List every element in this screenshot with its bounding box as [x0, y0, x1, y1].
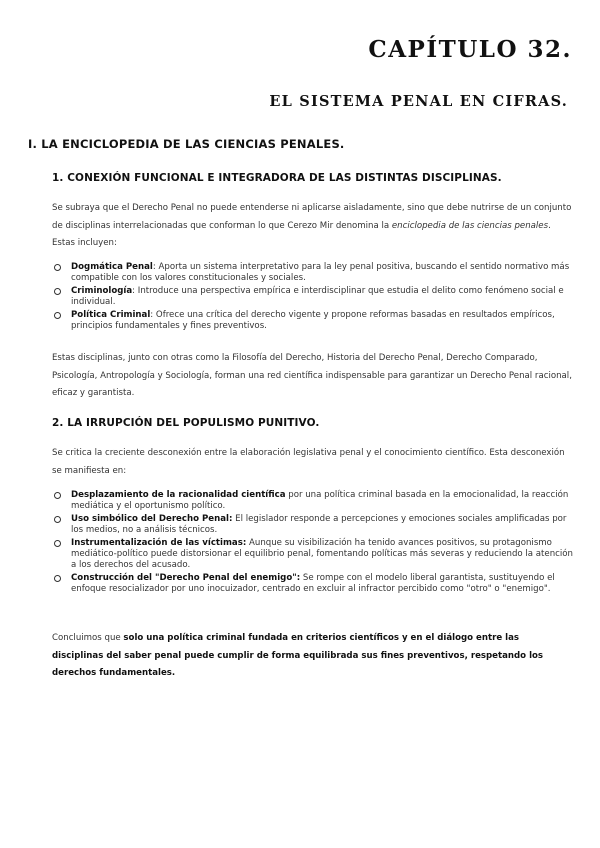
conclusion-bold: solo una política criminal fundada en criterios científicos y en el diálogo entre las disciplinas del saber penal puede cumplir de forma equilibrada sus fines preventivos, respetando los derechos fundamentales.: [52, 633, 544, 678]
list-item: [52, 310, 574, 332]
chapter-title: CAPÍTULO 32.: [368, 36, 572, 63]
list-item-term: Criminología: [71, 286, 133, 296]
bullet-icon: [54, 264, 61, 271]
bullet-icon: [54, 288, 61, 295]
list-item-text: : Introduce una perspectiva empírica e interdisciplinar que estudia el delito como fenómeno social e individual.: [71, 286, 564, 307]
populism-intro-paragraph: Se critica la creciente desconexión entre la elaboración legislativa penal y el conocimiento científico. Esta desconexión se manifiesta en:: [52, 448, 565, 476]
list-item-text: El legislador responde a percepciones y emociones sociales amplificadas por los medios, no a análisis técnicos.: [71, 514, 567, 535]
list-item-term: Desplazamiento de la racionalidad científica: [71, 490, 286, 500]
list-item-term: Uso simbólico del Derecho Penal:: [71, 514, 233, 524]
list-item-term: Construcción del "Derecho Penal del enemigo":: [71, 573, 301, 583]
list-item: [52, 490, 574, 512]
conclusion-paragraph: [52, 630, 572, 683]
heading-enciclopedia: I. LA ENCICLOPEDIA DE LAS CIENCIAS PENALES.: [28, 137, 345, 151]
conclusion-start: Concluimos que: [52, 633, 124, 643]
intro-italic: enciclopedia de las ciencias penales: [391, 220, 549, 231]
intro-end: . Estas incluyen:: [52, 220, 551, 248]
list-item-text: Aunque su visibilización ha tenido avances positivos, su protagonismo mediático-político puede distorsionar el equilibrio penal, fomentando políticas más severas y reduciendo la atención a los derechos del acusado.: [71, 538, 573, 570]
list-item: [52, 514, 574, 536]
list-item: [52, 538, 574, 571]
list-item-text: por una política criminal basada en la emocionalidad, la reacción mediática y el oportunismo político.: [71, 490, 569, 511]
intro-paragraph: [52, 200, 572, 253]
bullet-icon: [54, 492, 61, 499]
list-item-term: Política Criminal: [71, 310, 151, 320]
bullet-icon: [54, 575, 61, 582]
bullet-icon: [54, 312, 61, 319]
populism-list: [52, 490, 574, 597]
list-item-text: : Ofrece una crítica del derecho vigente y propone reformas basadas en resultados empíricos, principios fundamentales y fines preventivos.: [71, 310, 555, 331]
intro-text: Se subraya que el Derecho Penal no puede entenderse ni aplicarse aisladamente, sino que debe nutrirse de un conjunto de disciplinas interrelacionadas que conforman lo que Cerezo Mir denomina la: [52, 203, 572, 231]
subheading-conexion: 1. CONEXIÓN FUNCIONAL E INTEGRADORA DE LAS DISTINTAS DISCIPLINAS.: [52, 172, 502, 184]
list-item-text: : Aporta un sistema interpretativo para la ley penal positiva, buscando el sentido normativo más compatible con los valores constitucionales y sociales.: [71, 262, 570, 283]
list-item-term: Instrumentalización de las víctimas:: [71, 538, 247, 548]
section-title: EL SISTEMA PENAL EN CIFRAS.: [269, 93, 568, 110]
list-item: [52, 262, 574, 284]
list-item: [52, 286, 574, 308]
list-item: [52, 573, 574, 595]
list-item-text: Se rompe con el modelo liberal garantista, sustituyendo el enfoque resocializador por uno inocuizador, centrado en excluir al infractor percibido como "otro" o "enemigo".: [71, 573, 555, 594]
list-item-term: Dogmática Penal: [71, 262, 153, 272]
bullet-icon: [54, 540, 61, 547]
closing-paragraph: Estas disciplinas, junto con otras como la Filosofía del Derecho, Historia del Derecho Penal, Derecho Comparado, Psicología, Antropología y Sociología, forman una red científica indispensable para garantizar un Derecho Penal racional, eficaz y garantista.: [52, 353, 572, 398]
subheading-populismo: 2. LA IRRUPCIÓN DEL POPULISMO PUNITIVO.: [52, 417, 320, 429]
bullet-icon: [54, 516, 61, 523]
disciplines-list: [52, 262, 574, 334]
